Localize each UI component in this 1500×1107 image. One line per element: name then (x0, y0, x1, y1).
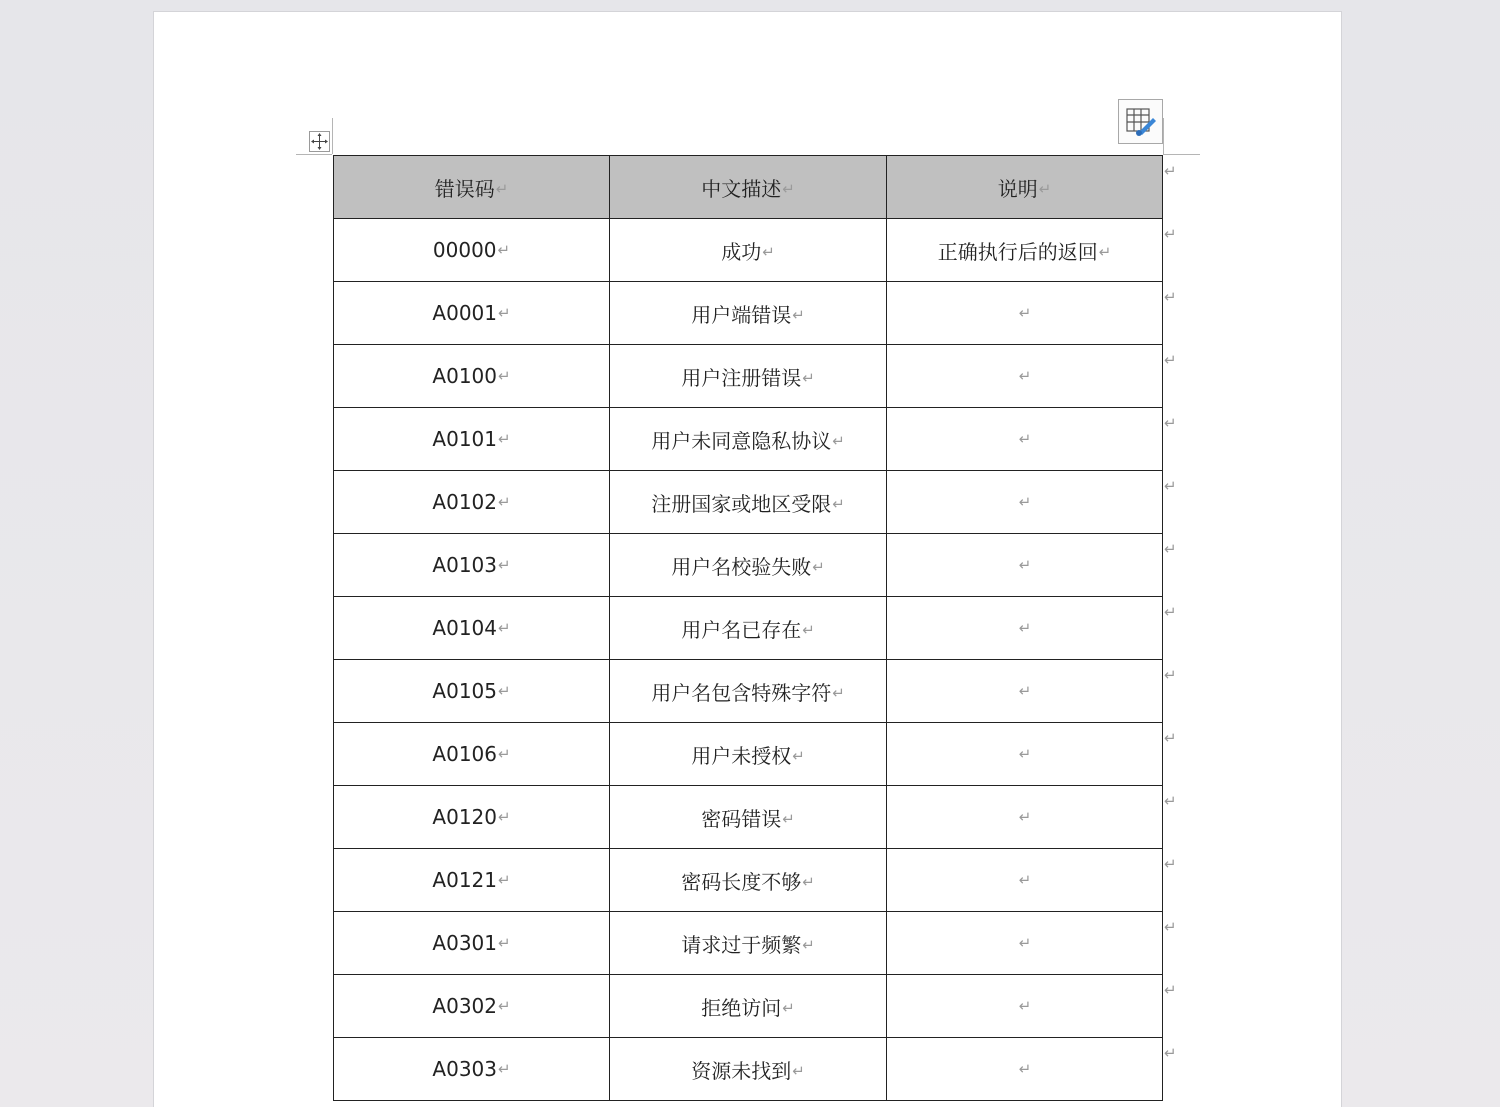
table-row (334, 912, 1163, 975)
cell-text: 请求过于频繁 (681, 932, 802, 957)
paragraph-mark-icon: ↵ (1018, 745, 1032, 763)
cell-text: A0106 (432, 742, 497, 766)
row-end-mark-icon: ↵ (1164, 413, 1177, 432)
paragraph-mark-icon: ↵ (498, 493, 511, 511)
margin-mark-top-right-h (1163, 154, 1200, 155)
table-row (334, 345, 1163, 408)
paragraph-mark-icon: ↵ (498, 997, 511, 1015)
table-row (334, 849, 1163, 912)
cell-text: A0105 (432, 679, 497, 703)
paragraph-mark-icon: ↵ (498, 430, 511, 448)
row-end-mark-icon: ↵ (1164, 728, 1177, 747)
table-row (334, 786, 1163, 849)
paragraph-mark-icon: ↵ (802, 368, 815, 387)
cell-text: 用户未同意隐私协议 (651, 428, 832, 453)
paragraph-mark-icon: ↵ (1038, 179, 1052, 198)
table-move-handle-icon[interactable] (309, 131, 330, 152)
table-row (334, 471, 1163, 534)
cell-text: 用户未授权 (691, 743, 792, 768)
cell-text: 正确执行后的返回 (937, 239, 1098, 264)
paragraph-mark-icon: ↵ (497, 241, 511, 259)
table-row (334, 660, 1163, 723)
paragraph-mark-icon: ↵ (782, 809, 795, 828)
paragraph-mark-icon: ↵ (1018, 304, 1032, 322)
cell-description[interactable] (610, 723, 887, 786)
cell-description[interactable] (610, 849, 887, 912)
cell-note[interactable] (887, 912, 1163, 975)
paragraph-mark-icon: ↵ (1098, 242, 1112, 261)
cell-text: A0120 (432, 805, 497, 829)
row-end-mark-icon: ↵ (1164, 917, 1177, 936)
paragraph-mark-icon: ↵ (498, 367, 511, 385)
cell-note[interactable] (887, 345, 1163, 408)
cell-note[interactable] (887, 849, 1163, 912)
paragraph-mark-icon: ↵ (1018, 934, 1032, 952)
paragraph-mark-icon: ↵ (782, 179, 795, 198)
cell-note[interactable] (887, 471, 1163, 534)
cell-text: A0121 (432, 868, 497, 892)
cell-text: A0303 (432, 1057, 497, 1081)
cell-error-code[interactable] (334, 849, 610, 912)
cell-description[interactable] (610, 597, 887, 660)
cell-description[interactable] (610, 786, 887, 849)
paragraph-mark-icon: ↵ (1018, 367, 1032, 385)
cell-text: A0104 (432, 616, 497, 640)
header-note[interactable] (887, 156, 1163, 219)
paragraph-mark-icon: ↵ (792, 1061, 805, 1080)
header-error-code[interactable] (334, 156, 610, 219)
cell-error-code[interactable] (334, 786, 610, 849)
row-end-mark-icon: ↵ (1164, 791, 1177, 810)
row-end-mark-icon: ↵ (1164, 602, 1177, 621)
paragraph-mark-icon: ↵ (1018, 556, 1032, 574)
cell-note[interactable] (887, 282, 1163, 345)
table-row (334, 219, 1163, 282)
cell-error-code[interactable] (334, 345, 610, 408)
table-style-icon[interactable] (1118, 99, 1163, 144)
row-end-mark-icon: ↵ (1164, 539, 1177, 558)
paragraph-mark-icon: ↵ (498, 934, 511, 952)
cell-error-code[interactable] (334, 912, 610, 975)
paragraph-mark-icon: ↵ (1018, 619, 1032, 637)
cell-text: A0103 (432, 553, 497, 577)
cell-description[interactable] (610, 1038, 887, 1101)
cell-error-code[interactable] (334, 597, 610, 660)
cell-note[interactable] (887, 1038, 1163, 1101)
row-end-mark-icon: ↵ (1164, 224, 1177, 243)
cell-error-code[interactable] (334, 1038, 610, 1101)
table-row (334, 723, 1163, 786)
paragraph-mark-icon: ↵ (792, 746, 805, 765)
cell-note[interactable] (887, 975, 1163, 1038)
paragraph-mark-icon: ↵ (1018, 1060, 1032, 1078)
cell-text: A0102 (432, 490, 497, 514)
cell-text: 密码长度不够 (681, 869, 802, 894)
cell-note[interactable] (887, 660, 1163, 723)
paragraph-mark-icon: ↵ (498, 556, 511, 574)
row-end-mark-icon: ↵ (1164, 1043, 1177, 1062)
cell-text: A0001 (432, 301, 497, 325)
paragraph-mark-icon: ↵ (812, 557, 825, 576)
cell-text: 用户名已存在 (681, 617, 802, 642)
cell-description[interactable] (610, 408, 887, 471)
row-end-mark-icon: ↵ (1164, 854, 1177, 873)
paragraph-mark-icon: ↵ (782, 998, 795, 1017)
cell-description[interactable] (610, 975, 887, 1038)
cell-description[interactable] (610, 471, 887, 534)
cell-text: 用户注册错误 (681, 365, 802, 390)
cell-error-code[interactable] (334, 471, 610, 534)
cell-description[interactable] (610, 282, 887, 345)
cell-error-code[interactable] (334, 534, 610, 597)
cell-text: A0302 (432, 994, 497, 1018)
table-row (334, 975, 1163, 1038)
header-label: 说明 (997, 176, 1038, 201)
paragraph-mark-icon: ↵ (1018, 871, 1032, 889)
paragraph-mark-icon: ↵ (1018, 682, 1032, 700)
row-end-mark-icon: ↵ (1164, 350, 1177, 369)
cell-text: A0100 (432, 364, 497, 388)
row-end-mark-icon: ↵ (1164, 161, 1177, 180)
cell-text: 成功 (721, 239, 762, 264)
table-row (334, 534, 1163, 597)
cell-error-code[interactable] (334, 660, 610, 723)
cell-note[interactable] (887, 408, 1163, 471)
cell-description[interactable] (610, 219, 887, 282)
cell-text: 资源未找到 (691, 1058, 792, 1083)
cell-error-code[interactable] (334, 975, 610, 1038)
paragraph-mark-icon: ↵ (498, 1060, 511, 1078)
row-end-mark-icon: ↵ (1164, 476, 1177, 495)
paragraph-mark-icon: ↵ (498, 808, 511, 826)
cell-text: A0301 (432, 931, 497, 955)
cell-error-code[interactable] (334, 282, 610, 345)
header-label: 错误码 (434, 176, 495, 201)
cell-note[interactable] (887, 534, 1163, 597)
table-header-row (334, 156, 1163, 219)
cell-error-code[interactable] (334, 723, 610, 786)
cell-text: 用户端错误 (691, 302, 792, 327)
row-end-mark-icon: ↵ (1164, 980, 1177, 999)
paragraph-mark-icon: ↵ (802, 872, 815, 891)
table-row (334, 282, 1163, 345)
paragraph-mark-icon: ↵ (792, 305, 805, 324)
error-code-table (333, 155, 1163, 1101)
cell-text: 密码错误 (701, 806, 782, 831)
table-row (334, 1038, 1163, 1101)
cell-text: 00000 (432, 238, 497, 262)
paragraph-mark-icon: ↵ (802, 620, 815, 639)
cell-error-code[interactable] (334, 408, 610, 471)
cell-text: A0101 (432, 427, 497, 451)
cell-note[interactable] (887, 723, 1163, 786)
header-label: 中文描述 (701, 176, 782, 201)
paragraph-mark-icon: ↵ (498, 871, 511, 889)
paragraph-mark-icon: ↵ (495, 179, 509, 198)
cell-note[interactable] (887, 219, 1163, 282)
table-body (334, 219, 1163, 1101)
cell-description[interactable] (610, 660, 887, 723)
cell-text: 用户名包含特殊字符 (651, 680, 832, 705)
paragraph-mark-icon: ↵ (1018, 430, 1032, 448)
cell-description[interactable] (610, 912, 887, 975)
cell-description[interactable] (610, 534, 887, 597)
margin-mark-top-left-v (332, 118, 333, 154)
paragraph-mark-icon: ↵ (498, 619, 511, 637)
paragraph-mark-icon: ↵ (498, 682, 511, 700)
cell-text: 用户名校验失败 (671, 554, 812, 579)
cell-description[interactable] (610, 345, 887, 408)
paragraph-mark-icon: ↵ (832, 431, 845, 450)
cell-note[interactable] (887, 597, 1163, 660)
cell-note[interactable] (887, 786, 1163, 849)
paragraph-mark-icon: ↵ (832, 494, 845, 513)
paragraph-mark-icon: ↵ (1018, 808, 1032, 826)
margin-mark-top-left-h (296, 154, 332, 155)
paragraph-mark-icon: ↵ (802, 935, 815, 954)
margin-mark-top-right-v (1163, 118, 1164, 154)
header-description[interactable] (610, 156, 887, 219)
paragraph-mark-icon: ↵ (762, 242, 775, 261)
paragraph-mark-icon: ↵ (498, 745, 511, 763)
cell-text: 注册国家或地区受限 (651, 491, 832, 516)
table-row (334, 597, 1163, 660)
row-end-mark-icon: ↵ (1164, 287, 1177, 306)
paragraph-mark-icon: ↵ (832, 683, 845, 702)
paragraph-mark-icon: ↵ (498, 304, 511, 322)
paragraph-mark-icon: ↵ (1018, 997, 1032, 1015)
cell-text: 拒绝访问 (701, 995, 782, 1020)
table-row (334, 408, 1163, 471)
paragraph-mark-icon: ↵ (1018, 493, 1032, 511)
cell-error-code[interactable] (334, 219, 610, 282)
row-end-mark-icon: ↵ (1164, 665, 1177, 684)
